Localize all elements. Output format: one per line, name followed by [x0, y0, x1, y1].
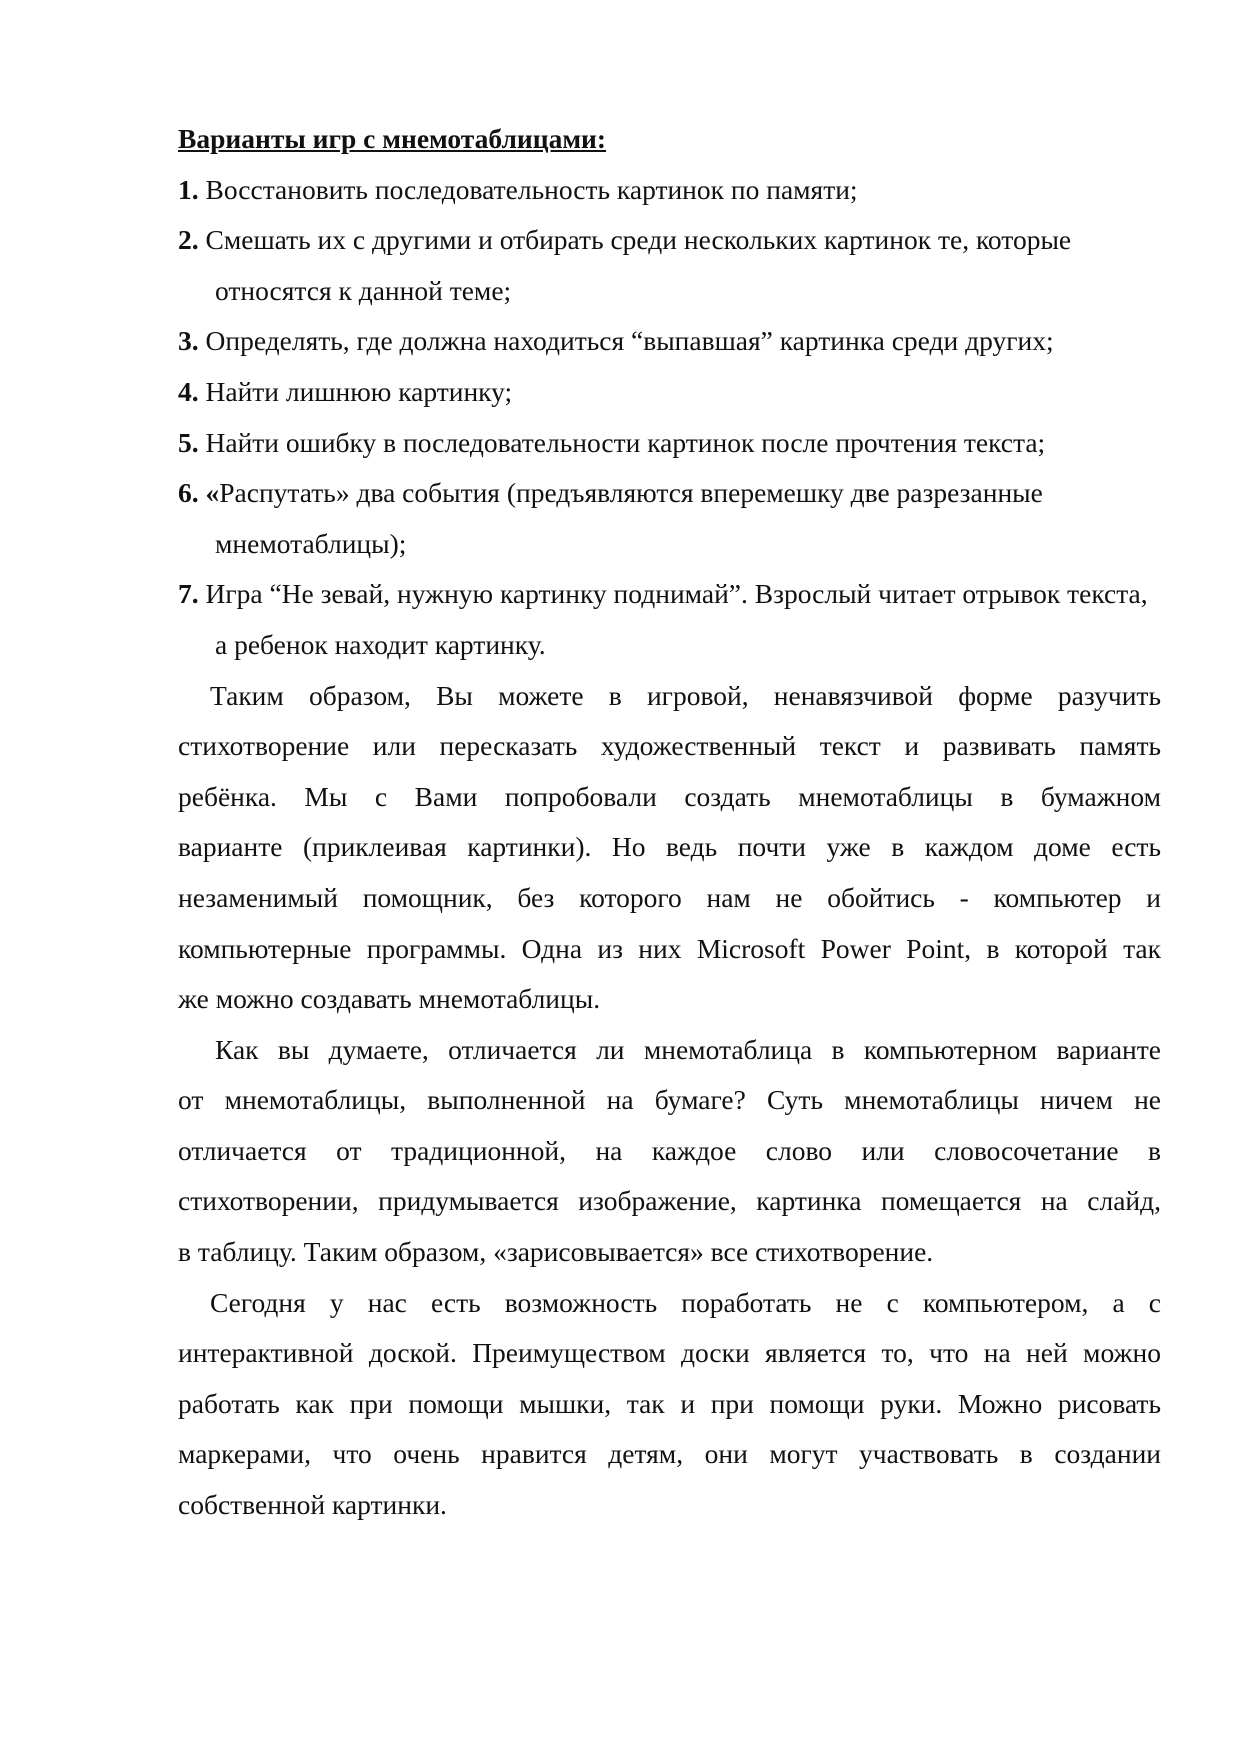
list-number: 1.: [178, 173, 199, 205]
text-line: маркерами, что очень нравится детям, они могут участвовать в создании: [178, 1438, 1161, 1470]
list-number: 6. «: [178, 477, 220, 509]
text-line: стихотворении, придумывается изображение, картинка помещается на слайд,: [178, 1185, 1161, 1217]
list-text: Восстановить последовательность картинок по памяти;: [205, 173, 858, 205]
document-page: [178, 114, 1161, 1531]
paragraph: [178, 671, 1161, 1025]
text-line: ребёнка. Мы с Вами попробовали создать мнемотаблицы в бумажном: [178, 780, 1161, 812]
text-line: Как вы думаете, отличается ли мнемотаблица в компьютерном варианте: [215, 1033, 1161, 1065]
text-line: в таблицу. Таким образом, «зарисовывается» все стихотворение.: [178, 1236, 934, 1268]
list-item: [178, 418, 1161, 469]
list-number: 5.: [178, 426, 199, 458]
paragraph: [178, 1025, 1161, 1278]
list-number: 7.: [178, 578, 199, 610]
text-line: отличается от традиционной, на каждое слово или словосочетание в: [178, 1134, 1161, 1166]
list-item: [178, 165, 1161, 216]
list-item: [178, 569, 1161, 670]
section-heading: Варианты игр с мнемотаблицами:: [178, 123, 607, 154]
list-item: [178, 468, 1161, 569]
list-text: Определять, где должна находиться “выпавшая” картинка среди других;: [205, 325, 1054, 357]
text-line: компьютерные программы. Одна из них Microsoft Power Point, в которой так: [178, 932, 1161, 964]
text-line: от мнемотаблицы, выполненной на бумаге? Суть мнемотаблицы ничем не: [178, 1084, 1161, 1116]
list-number: 2.: [178, 224, 199, 256]
list-number: 4.: [178, 375, 199, 407]
paragraph: [178, 1278, 1161, 1531]
list-item: [178, 316, 1161, 367]
game-variants-list: [178, 165, 1161, 671]
list-text: Игра “Не зевай, нужную картинку поднимай”. Взрослый читает отрывок текста, а ребенок находит картинку.: [205, 578, 1148, 660]
text-line: Таким образом, Вы можете в игровой, ненавязчивой форме разучить: [210, 679, 1161, 711]
text-line: работать как при помощи мышки, так и при помощи руки. Можно рисовать: [178, 1387, 1161, 1419]
list-text: Распутать» два события (предъявляются вперемешку две разрезанные мнемотаблицы);: [215, 477, 1043, 559]
list-item: [178, 367, 1161, 418]
list-text: Найти ошибку в последовательности картинок после прочтения текста;: [205, 426, 1046, 458]
list-item: [178, 215, 1161, 316]
list-number: 3.: [178, 325, 199, 357]
text-line: стихотворение или пересказать художественный текст и развивать память: [178, 730, 1161, 762]
text-line: Сегодня у нас есть возможность поработать не с компьютером, а с: [210, 1286, 1161, 1318]
text-line: незаменимый помощник, без которого нам не обойтись - компьютер и: [178, 881, 1161, 913]
list-text: Смешать их с другими и отбирать среди нескольких картинок те, которые относятся к данной теме;: [205, 224, 1072, 306]
list-text: Найти лишнюю картинку;: [205, 375, 513, 407]
text-line: варианте (приклеивая картинки). Но ведь почти уже в каждом доме есть: [178, 831, 1161, 863]
text-line: же можно создавать мнемотаблицы.: [178, 983, 601, 1015]
text-line: собственной картинки.: [178, 1489, 447, 1521]
text-line: интерактивной доской. Преимуществом доски является то, что на ней можно: [178, 1337, 1161, 1369]
